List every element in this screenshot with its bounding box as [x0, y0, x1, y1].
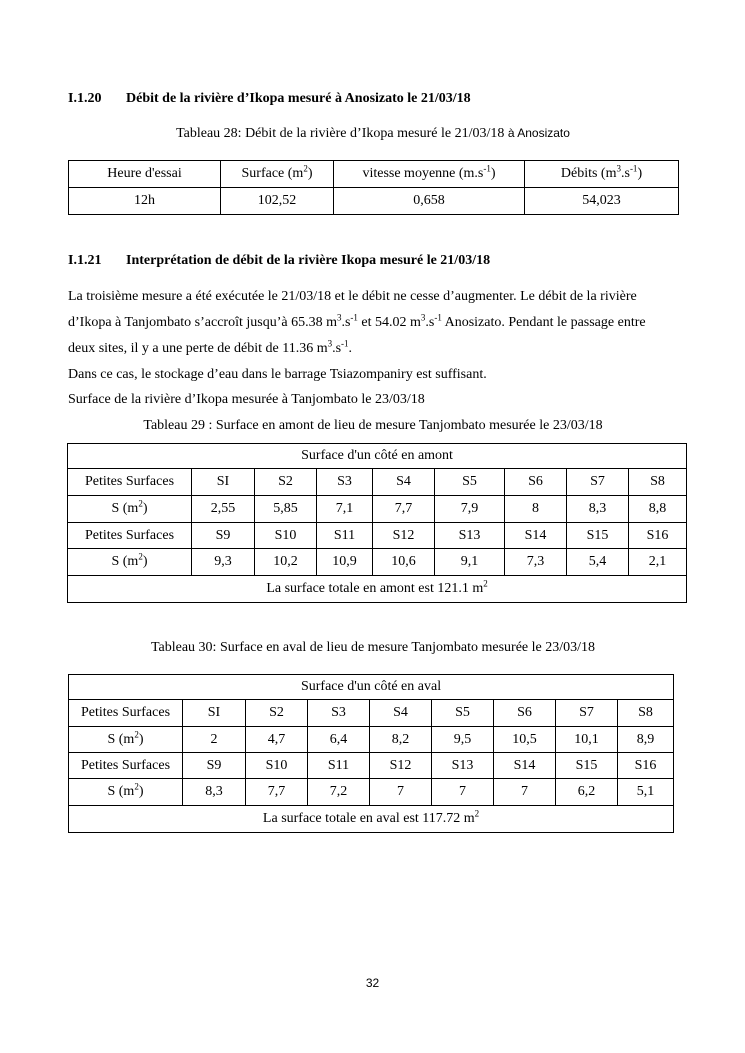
- table-row: [69, 753, 674, 779]
- table-cell: 8,9: [618, 727, 674, 753]
- table-cell: S15: [556, 753, 618, 779]
- table-cell: 5,85: [255, 496, 317, 523]
- table-title-cell: Surface d'un côté en amont: [68, 444, 687, 469]
- table-cell: S4: [373, 469, 435, 496]
- paragraph-line: Dans ce cas, le stockage d’eau dans le barrage Tsiazompaniry est suffisant.: [68, 367, 487, 382]
- table-cell: S12: [373, 523, 435, 549]
- caption-text: Tableau 28: Débit de la rivière d’Ikopa mesuré le 21/03/18: [176, 126, 505, 141]
- section-number: I.1.21: [68, 253, 102, 268]
- table-header-row: [69, 161, 679, 188]
- table-cell: 8,8: [629, 496, 687, 523]
- table-title-cell: Surface d'un côté en aval: [69, 675, 674, 700]
- table-30-caption: Tableau 30: Surface en aval de lieu de mesure Tanjombato mesurée le 23/03/18: [150, 640, 596, 655]
- row-label: Petites Surfaces: [68, 523, 192, 549]
- table-cell: S8: [618, 700, 674, 727]
- paragraph-line: d’Ikopa à Tanjombato s’accroît jusqu’à 65.38 $m^3.s^{-1}$ et 54.02 $m^3.s^{-1}$ Anosizato. Pendant le passage entre: [68, 312, 646, 330]
- table-cell: 12h: [69, 188, 221, 215]
- table-30: [68, 674, 674, 833]
- page-number: 32: [365, 976, 380, 990]
- section-heading-1-21: [68, 253, 490, 269]
- table-header-row: [69, 675, 674, 700]
- total-cell: La surface totale en amont est 121.1 $m^2$: [68, 576, 687, 603]
- table-cell: S9: [183, 753, 246, 779]
- section-heading-1-20: [68, 91, 471, 107]
- table-cell: 7: [370, 779, 432, 806]
- table-cell: 54,023: [525, 188, 679, 215]
- table-cell: 7,7: [373, 496, 435, 523]
- table-cell: S2: [255, 469, 317, 496]
- row-label: S $(m^2)$: [69, 727, 183, 753]
- row-label: Petites Surfaces: [69, 753, 183, 779]
- table-cell: 4,7: [246, 727, 308, 753]
- total-cell: La surface totale en aval est 117.72 $m^2$: [69, 806, 674, 833]
- table-cell: 6,4: [308, 727, 370, 753]
- paragraph-line: Surface de la rivière d’Ikopa mesurée à Tanjombato le 23/03/18: [68, 392, 425, 407]
- row-label: S $(m^2)$: [69, 779, 183, 806]
- table-cell: 2,55: [192, 496, 255, 523]
- table-cell: 5,4: [567, 549, 629, 576]
- row-label: Petites Surfaces: [68, 469, 192, 496]
- table-row: [68, 496, 687, 523]
- table-cell: S9: [192, 523, 255, 549]
- table-cell: S8: [629, 469, 687, 496]
- table-total-row: [68, 576, 687, 603]
- table-total-row: [69, 806, 674, 833]
- table-cell: S6: [505, 469, 567, 496]
- header-cell: Heure d'essai: [69, 161, 221, 188]
- table-cell: SI: [192, 469, 255, 496]
- header-cell: vitesse moyenne $(m.s^{-1})$: [334, 161, 525, 188]
- table-row: [69, 727, 674, 753]
- row-label: Petites Surfaces: [69, 700, 183, 727]
- table-cell: 5,1: [618, 779, 674, 806]
- table-cell: 8,2: [370, 727, 432, 753]
- table-cell: SI: [183, 700, 246, 727]
- table-cell: 7,1: [317, 496, 373, 523]
- table-cell: S14: [505, 523, 567, 549]
- table-cell: 7,7: [246, 779, 308, 806]
- table-cell: 9,3: [192, 549, 255, 576]
- table-cell: 2: [183, 727, 246, 753]
- table-cell: S4: [370, 700, 432, 727]
- header-cell: Surface $(m^2)$: [221, 161, 334, 188]
- table-row: [69, 779, 674, 806]
- table-row: [68, 523, 687, 549]
- table-cell: S5: [432, 700, 494, 727]
- paragraph-line: deux sites, il y a une perte de débit de 11.36 $m^3.s^{-1}$.: [68, 338, 353, 356]
- table-cell: S16: [629, 523, 687, 549]
- table-cell: S10: [255, 523, 317, 549]
- table-cell: S2: [246, 700, 308, 727]
- table-cell: 6,2: [556, 779, 618, 806]
- table-cell: S3: [317, 469, 373, 496]
- table-cell: S15: [567, 523, 629, 549]
- header-cell: Débits $(m^3.s^{-1})$: [525, 161, 679, 188]
- table-row: [69, 700, 674, 727]
- table-cell: 9,5: [432, 727, 494, 753]
- table-cell: S10: [246, 753, 308, 779]
- table-row: [68, 549, 687, 576]
- table-cell: 7: [432, 779, 494, 806]
- table-cell: 7,3: [505, 549, 567, 576]
- table-cell: S14: [494, 753, 556, 779]
- table-29: [67, 443, 687, 603]
- table-cell: S12: [370, 753, 432, 779]
- table-cell: S6: [494, 700, 556, 727]
- table-29-caption: Tableau 29 : Surface en amont de lieu de mesure Tanjombato mesurée le 23/03/18: [143, 418, 603, 433]
- table-cell: S13: [435, 523, 505, 549]
- table-header-row: [68, 444, 687, 469]
- table-28-caption: [68, 126, 678, 142]
- table-cell: 2,1: [629, 549, 687, 576]
- table-row: [68, 469, 687, 496]
- row-label: S $(m^2)$: [68, 549, 192, 576]
- table-cell: S3: [308, 700, 370, 727]
- section-title: Interprétation de débit de la rivière Ikopa mesuré le 21/03/18: [126, 253, 491, 268]
- caption-tail: à Anosizato: [507, 126, 570, 140]
- table-28: [68, 160, 679, 215]
- table-cell: 8: [505, 496, 567, 523]
- table-cell: 10,2: [255, 549, 317, 576]
- row-label: S $(m^2)$: [68, 496, 192, 523]
- table-cell: S13: [432, 753, 494, 779]
- section-title: Débit de la rivière d’Ikopa mesuré à Anosizato le 21/03/18: [126, 91, 471, 106]
- table-cell: 10,1: [556, 727, 618, 753]
- table-cell: 10,9: [317, 549, 373, 576]
- table-cell: 9,1: [435, 549, 505, 576]
- table-cell: 0,658: [334, 188, 525, 215]
- table-cell: S7: [556, 700, 618, 727]
- table-cell: 10,5: [494, 727, 556, 753]
- table-cell: 10,6: [373, 549, 435, 576]
- table-cell: S5: [435, 469, 505, 496]
- table-cell: S16: [618, 753, 674, 779]
- table-cell: 102,52: [221, 188, 334, 215]
- table-cell: S11: [317, 523, 373, 549]
- table-cell: 7,9: [435, 496, 505, 523]
- section-number: I.1.20: [68, 91, 102, 106]
- table-cell: S7: [567, 469, 629, 496]
- table-cell: S11: [308, 753, 370, 779]
- paragraph-line: La troisième mesure a été exécutée le 21/03/18 et le débit ne cesse d’augmenter. Le débit de la rivière: [68, 289, 637, 304]
- table-cell: 7: [494, 779, 556, 806]
- table-cell: 7,2: [308, 779, 370, 806]
- table-cell: 8,3: [183, 779, 246, 806]
- table-cell: 8,3: [567, 496, 629, 523]
- interpretation-paragraph: [68, 284, 708, 412]
- table-row: [69, 188, 679, 215]
